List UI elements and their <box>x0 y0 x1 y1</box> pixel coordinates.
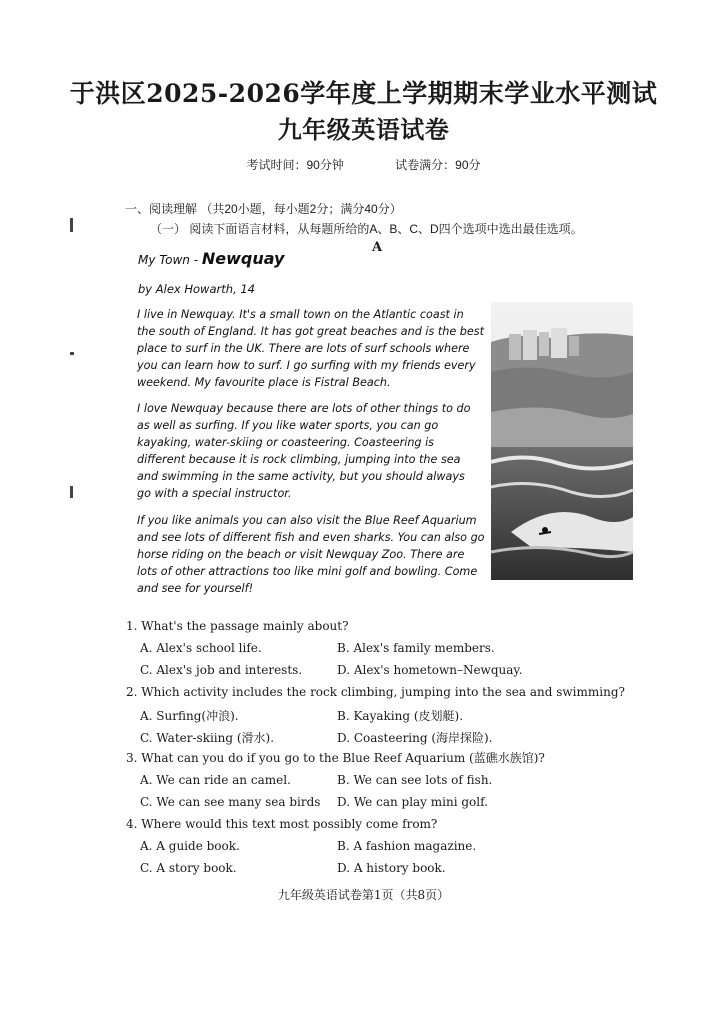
page-footer: 九年级英语试卷第1页（共8页） <box>277 888 450 902</box>
question-2: 2. Which activity includes the rock climbing, jumping into the sea and swimming? <box>126 685 625 699</box>
exam-time: 考试时间：90分钟 <box>246 158 344 172</box>
paragraph-line: If you like animals you can also visit the Blue Reef Aquarium <box>137 514 477 527</box>
passage-title-prefix: My Town - <box>138 253 202 267</box>
q3-option-d[interactable]: D. We can play mini golf. <box>337 795 488 809</box>
passage-paragraph-1 <box>137 306 487 391</box>
binding-mark <box>70 486 73 498</box>
paragraph-line: go with a special instructor. <box>137 487 292 500</box>
passage-letter: A <box>372 240 383 255</box>
paragraph-line: I live in Newquay. It's a small town on the Atlantic coast in <box>137 308 464 321</box>
passage-byline: by Alex Howarth, 14 <box>138 282 255 296</box>
question-1: 1. What's the passage mainly about? <box>126 619 349 633</box>
question-4: 4. Where would this text most possibly come from? <box>126 817 438 831</box>
paragraph-line: horse riding on the beach or visit Newquay Zoo. There are <box>137 548 465 561</box>
q4-option-a[interactable]: A. A guide book. <box>140 839 240 853</box>
passage-paragraph-3 <box>137 512 487 597</box>
page-title: 于洪区2025-2026学年度上学期期末学业水平测试 <box>69 79 658 108</box>
paragraph-line: and swimming in the same activity, but you should always <box>137 470 465 483</box>
q3-option-a[interactable]: A. We can ride an camel. <box>140 773 291 787</box>
section-heading: 一、阅读理解 （共20小题，每小题2分；满分40分） <box>125 202 402 216</box>
paragraph-line: as well as surfing. If you like water sports, you can go <box>137 419 439 432</box>
q1-option-b[interactable]: B. Alex's family members. <box>337 641 495 655</box>
q2-option-b[interactable]: B. Kayaking (皮划艇). <box>337 709 464 723</box>
binding-mark <box>70 352 74 355</box>
q2-option-a[interactable]: A. Surfing(冲浪). <box>140 709 239 723</box>
passage-title-main: Newquay <box>201 249 285 268</box>
exam-meta <box>0 156 727 173</box>
q4-option-c[interactable]: C. A story book. <box>140 861 237 875</box>
paragraph-line: you can learn how to surf. I go surfing with my friends every <box>137 359 476 372</box>
q1-option-a[interactable]: A. Alex's school life. <box>140 641 262 655</box>
binding-mark <box>70 218 73 232</box>
passage-paragraph-2 <box>137 400 487 502</box>
paragraph-line: weekend. My favourite place is Fistral Beach. <box>137 376 391 389</box>
paragraph-line: I love Newquay because there are lots of other things to do <box>137 402 471 415</box>
question-3: 3. What can you do if you go to the Blue Reef Aquarium (蓝礁水族馆)? <box>126 751 545 765</box>
paragraph-line: lots of other attractions too like mini golf and bowling. Come <box>137 565 478 578</box>
q1-option-d[interactable]: D. Alex's hometown–Newquay. <box>337 663 523 677</box>
q3-option-c[interactable]: C. We can see many sea birds <box>140 795 321 809</box>
paragraph-line: the south of England. It has got great beaches and is the best <box>137 325 484 338</box>
section-instruction: （一） 阅读下面语言材料，从每题所给的A、B、C、D四个选项中选出最佳选项。 <box>150 222 583 236</box>
paragraph-line: different because it is rock climbing, jumping into the sea <box>137 453 461 466</box>
page-subtitle: 九年级英语试卷 <box>277 115 450 144</box>
q2-option-c[interactable]: C. Water-skiing (滑水). <box>140 731 275 745</box>
passage-title <box>138 250 284 269</box>
newquay-beach-photo <box>491 302 633 580</box>
q1-option-c[interactable]: C. Alex's job and interests. <box>140 663 303 677</box>
paragraph-line: kayaking, water-skiing or coasteering. Coasteering is <box>137 436 435 449</box>
q4-option-b[interactable]: B. A fashion magazine. <box>337 839 477 853</box>
full-score: 试卷满分：90分 <box>395 158 481 172</box>
q2-option-d[interactable]: D. Coasteering (海岸探险). <box>337 731 493 745</box>
paragraph-line: and see for yourself! <box>137 582 254 595</box>
paragraph-line: place to surf in the UK. There are lots of surf schools where <box>137 342 470 355</box>
q4-option-d[interactable]: D. A history book. <box>337 861 446 875</box>
paragraph-line: and see lots of different fish and even sharks. You can also go <box>137 531 485 544</box>
q3-option-b[interactable]: B. We can see lots of fish. <box>337 773 493 787</box>
